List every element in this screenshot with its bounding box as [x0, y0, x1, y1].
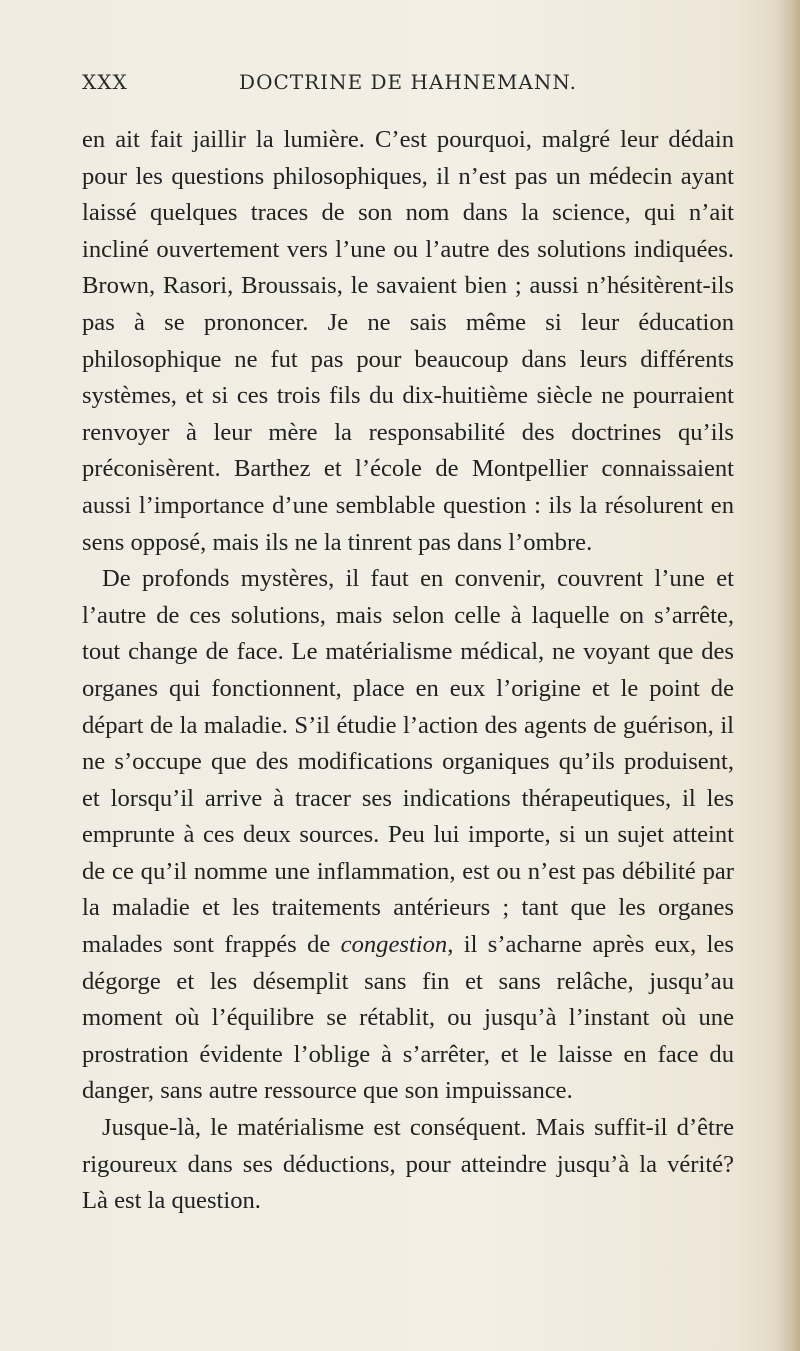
running-head	[82, 70, 734, 104]
running-title: DOCTRINE DE HAHNEMANN.	[239, 70, 577, 94]
paragraph-2-text: De profonds mystères, il faut en convenir, couvrent l’une et l’autre de ces solutions, mais selon celle à laquelle on s’arrête, tout change de face. Le matérialisme médical, ne voyant que des organes qui fonctionnent, place en eux l’origine et le point de départ de la maladie. S’il étudie l’action des agents de guérison, il ne s’occupe que des modifications organiques qu’ils produisent, et lorsqu’il arrive à tracer ses indications thérapeutiques, il les emprunte à ces deux sources. Peu lui importe, si un sujet atteint de ce qu’il nomme une inflammation, est ou n’est pas débilité par la maladie et les traitements antérieurs ; tant que les organes malades sont frappés de	[82, 565, 734, 959]
paragraph-2-continuation: , il s’acharne après eux, les dégorge et les désemplit sans fin et sans relâche, jusqu’au moment où l’équilibre se rétablit, ou jusqu’à l’instant où une prostration évidente l’oblige à s’arrêter, et le laisse en face du danger, sans autre ressource que son impuissance.	[82, 931, 734, 1105]
page-number: XXX	[82, 70, 128, 94]
paragraph-2	[82, 561, 734, 1110]
paragraph-3: Jusque-là, le matérialisme est conséquent. Mais suffit-il d’être rigoureux dans ses déductions, pour atteindre jusqu’à la vérité? Là est la question.	[82, 1114, 734, 1215]
page-edge-shadow	[776, 0, 800, 1351]
italic-term: congestion	[340, 931, 448, 959]
body-text	[82, 122, 734, 1220]
paragraph-1: en ait fait jaillir la lumière. C’est pourquoi, malgré leur dédain pour les questions philosophiques, il n’est pas un médecin ayant laissé quelques traces de son nom dans la science, qui n’ait incliné ouvertement vers l’une ou l’autre des solutions indiquées. Brown, Rasori, Broussais, le savaient bien ; aussi n’hésitèrent-ils pas à se prononcer. Je ne sais même si leur éducation philosophique ne fut pas pour beaucoup dans leurs différents systèmes, et si ces trois fils du dix-huitième siècle ne pourraient renvoyer à leur mère la responsabilité des doctrines qu’ils préconisèrent. Barthez et l’école de Montpellier connaissaient aussi l’importance d’une semblable question : ils la résolurent en sens opposé, mais ils ne la tinrent pas dans l’ombre.	[82, 126, 734, 556]
